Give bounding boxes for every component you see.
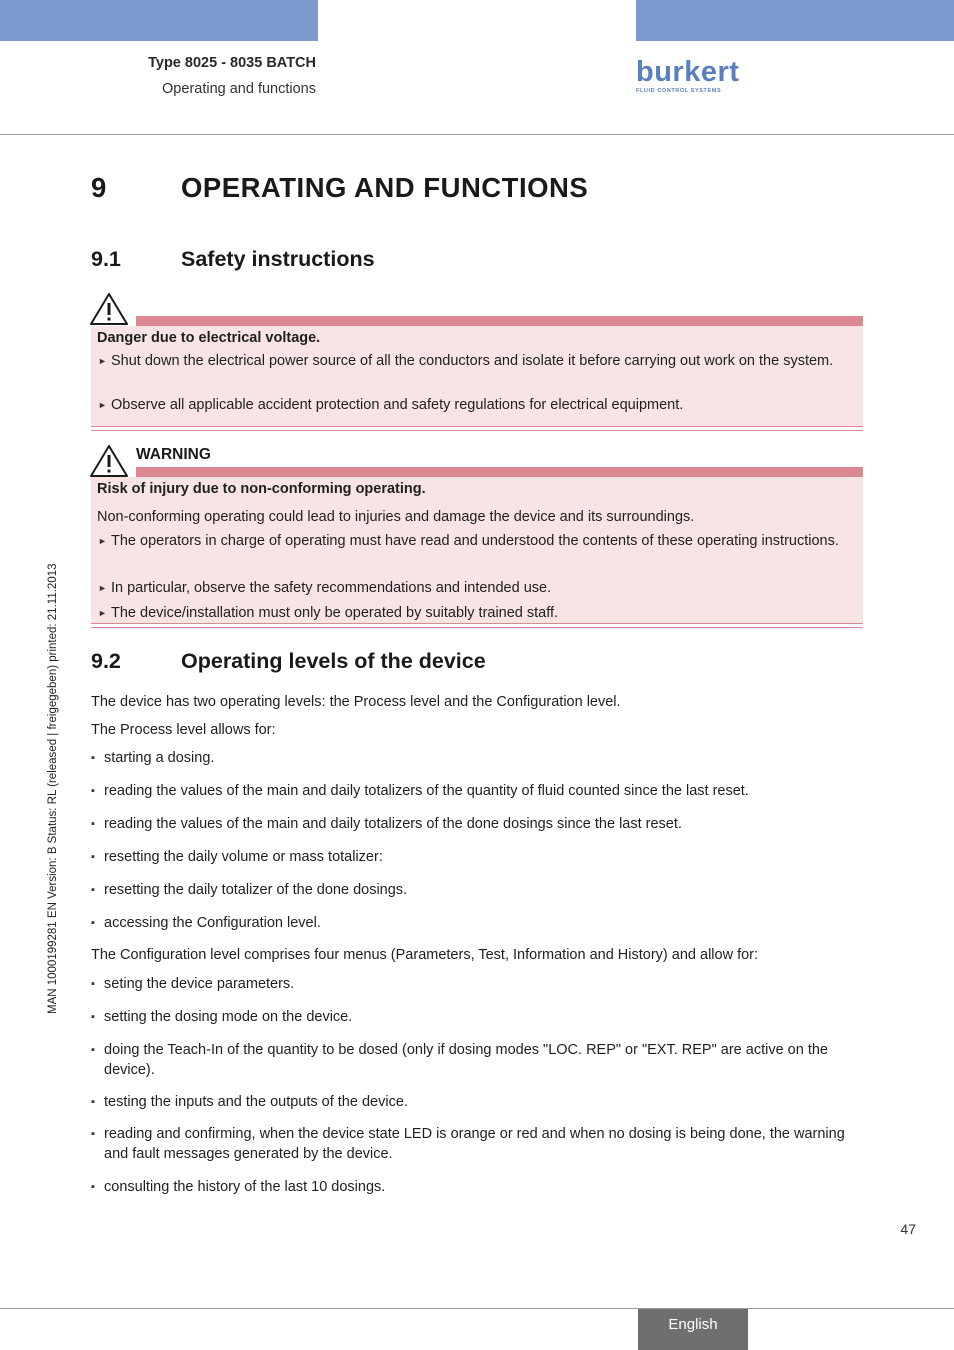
warning-triangle-icon: [89, 444, 129, 478]
warning-item: The device/installation must only be operated by suitably trained staff.: [111, 605, 559, 621]
warning-triangle-icon: [89, 292, 129, 326]
document-status-sidebar: MAN 1000199281 EN Version: B Status: RL (released | freigegeben) printed: 21.11.2013: [47, 563, 59, 1014]
header-type-line: Type 8025 - 8035 BATCH: [148, 55, 316, 71]
warning-header-bar: [136, 467, 863, 477]
process-item: reading the values of the main and daily totalizers of the quantity of fluid counted since the last reset.: [104, 783, 749, 799]
warning-heading: Risk of injury due to non-conforming operating.: [97, 481, 426, 497]
footer-divider: [0, 1308, 954, 1309]
square-bullet-icon: ▪: [91, 785, 95, 797]
config-item: seting the device parameters.: [104, 976, 295, 992]
danger-header-bar: [136, 316, 863, 326]
square-bullet-icon: ▪: [91, 818, 95, 830]
square-bullet-icon: ▪: [91, 851, 95, 863]
process-intro: The Process level allows for:: [91, 722, 276, 738]
warning-item: The operators in charge of operating must have read and understood the contents of these operating instructions.: [111, 533, 839, 549]
process-item: resetting the daily volume or mass totalizer:: [104, 849, 383, 865]
square-bullet-icon: ▪: [91, 1096, 95, 1108]
danger-item: Shut down the electrical power source of all the conductors and isolate it before carrying out work on the system.: [111, 353, 834, 369]
danger-box-bottom-rule: [91, 426, 863, 431]
square-bullet-icon: ▪: [91, 917, 95, 929]
arrow-bullet-icon: ►: [98, 608, 107, 618]
header-section-line: Operating and functions: [162, 81, 316, 97]
arrow-bullet-icon: ►: [98, 536, 107, 546]
process-item: reading the values of the main and daily totalizers of the done dosings since the last reset.: [104, 816, 682, 832]
config-item: reading and confirming, when the device state LED is orange or red and when no dosing is being done, the warning and fault messages generated by the device.: [104, 1126, 845, 1162]
section-intro: The device has two operating levels: the Process level and the Configuration level.: [91, 694, 621, 710]
chapter-number: 9: [91, 172, 107, 203]
square-bullet-icon: ▪: [91, 1011, 95, 1023]
warning-box-bottom-rule: [91, 623, 863, 628]
section-number: 9.1: [91, 247, 121, 271]
chapter-title: OPERATING AND FUNCTIONS: [181, 172, 589, 203]
arrow-bullet-icon: ►: [98, 400, 107, 410]
config-intro: The Configuration level comprises four menus (Parameters, Test, Information and History) and allow for:: [91, 947, 759, 963]
square-bullet-icon: ▪: [91, 752, 95, 764]
warning-item: In particular, observe the safety recommendations and intended use.: [111, 580, 552, 596]
header-band-right: [636, 0, 954, 41]
config-item: doing the Teach-In of the quantity to be dosed (only if dosing modes "LOC. REP" or "EXT. REP" are active on the device).: [104, 1042, 828, 1078]
page-number: 47: [900, 1221, 916, 1237]
config-item: consulting the history of the last 10 dosings.: [104, 1179, 386, 1195]
process-item: accessing the Configuration level.: [104, 915, 321, 931]
section-number: 9.2: [91, 649, 121, 673]
section-title: Safety instructions: [181, 247, 375, 271]
header-divider: [0, 134, 954, 135]
config-item: testing the inputs and the outputs of the device.: [104, 1094, 408, 1110]
square-bullet-icon: ▪: [91, 1128, 95, 1140]
arrow-bullet-icon: ►: [98, 356, 107, 366]
burkert-logo: burkert: [636, 56, 740, 88]
square-bullet-icon: ▪: [91, 1044, 95, 1056]
header-band-left: [0, 0, 318, 41]
square-bullet-icon: ▪: [91, 978, 95, 990]
square-bullet-icon: ▪: [91, 884, 95, 896]
logo-tagline: FLUID CONTROL SYSTEMS: [636, 88, 722, 94]
section-title: Operating levels of the device: [181, 649, 486, 673]
square-bullet-icon: ▪: [91, 1181, 95, 1193]
language-tab: English: [638, 1309, 748, 1350]
config-item: setting the dosing mode on the device.: [104, 1009, 353, 1025]
arrow-bullet-icon: ►: [98, 583, 107, 593]
warning-intro: Non-conforming operating could lead to injuries and damage the device and its surroundings.: [97, 509, 695, 525]
danger-item: Observe all applicable accident protection and safety regulations for electrical equipment.: [111, 397, 684, 413]
process-item: starting a dosing.: [104, 750, 215, 766]
danger-heading: Danger due to electrical voltage.: [97, 330, 321, 346]
warning-label: WARNING: [136, 446, 211, 463]
process-item: resetting the daily totalizer of the done dosings.: [104, 882, 408, 898]
